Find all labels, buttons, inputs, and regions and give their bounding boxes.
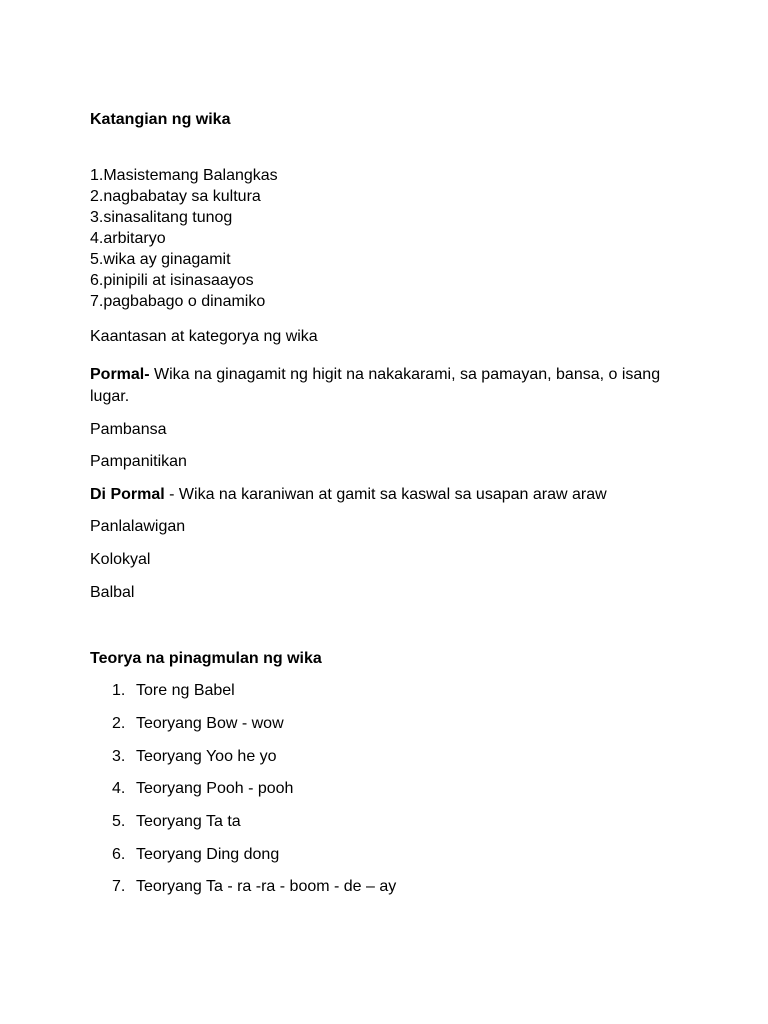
- item-number: 1.: [112, 682, 126, 699]
- list-item: 5.wika ay ginagamit: [90, 251, 231, 268]
- item-number: 7.: [112, 878, 126, 895]
- pormal-definition: Wika na ginagamit ng higit na nakakarami, sa pamayan, bansa, o isang lugar.: [90, 366, 661, 405]
- pormal-type: Pambansa: [90, 421, 167, 438]
- di-pormal-type: Balbal: [90, 584, 135, 601]
- list-item: [112, 877, 396, 897]
- di-pormal-definition: - Wika na karaniwan at gamit sa kaswal sa usapan araw araw: [164, 486, 607, 503]
- list-item: 3.sinasalitang tunog: [90, 209, 233, 226]
- item-number: 5.: [112, 813, 126, 830]
- item-text: Teoryang Bow - wow: [136, 715, 284, 732]
- item-number: 6.: [112, 846, 126, 863]
- di-pormal-term: Di Pormal: [90, 486, 165, 503]
- list-item: [112, 779, 293, 799]
- item-text: Teoryang Ta ta: [136, 813, 241, 830]
- item-text: Teoryang Ta - ra -ra - boom - de – ay: [136, 878, 397, 895]
- heading-katangian: Katangian ng wika: [90, 111, 231, 128]
- list-item: 2.nagbabatay sa kultura: [90, 188, 261, 205]
- list-item: [112, 714, 284, 734]
- item-text: Teoryang Yoo he yo: [136, 748, 277, 765]
- list-item: [112, 812, 241, 832]
- list-item: 4.arbitaryo: [90, 230, 166, 247]
- list-item: 1.Masistemang Balangkas: [90, 167, 278, 184]
- list-item: [112, 681, 235, 701]
- pormal-paragraph: [90, 364, 690, 408]
- list-item: [112, 747, 277, 767]
- item-text: Teoryang Ding dong: [136, 846, 280, 863]
- heading-kaantasan: Kaantasan at kategorya ng wika: [90, 328, 318, 345]
- item-number: 4.: [112, 780, 126, 797]
- di-pormal-type: Panlalawigan: [90, 518, 186, 535]
- list-item: 6.pinipili at isinasaayos: [90, 272, 254, 289]
- list-item: [112, 845, 279, 865]
- di-pormal-type: Kolokyal: [90, 551, 151, 568]
- item-number: 2.: [112, 715, 126, 732]
- item-text: Teoryang Pooh - pooh: [136, 780, 294, 797]
- di-pormal-paragraph: [90, 485, 607, 505]
- item-number: 3.: [112, 748, 126, 765]
- heading-teorya: Teorya na pinagmulan ng wika: [90, 650, 322, 667]
- pormal-term: Pormal-: [90, 366, 150, 383]
- list-item: 7.pagbabago o dinamiko: [90, 293, 266, 310]
- pormal-type: Pampanitikan: [90, 453, 187, 470]
- item-text: Tore ng Babel: [136, 682, 235, 699]
